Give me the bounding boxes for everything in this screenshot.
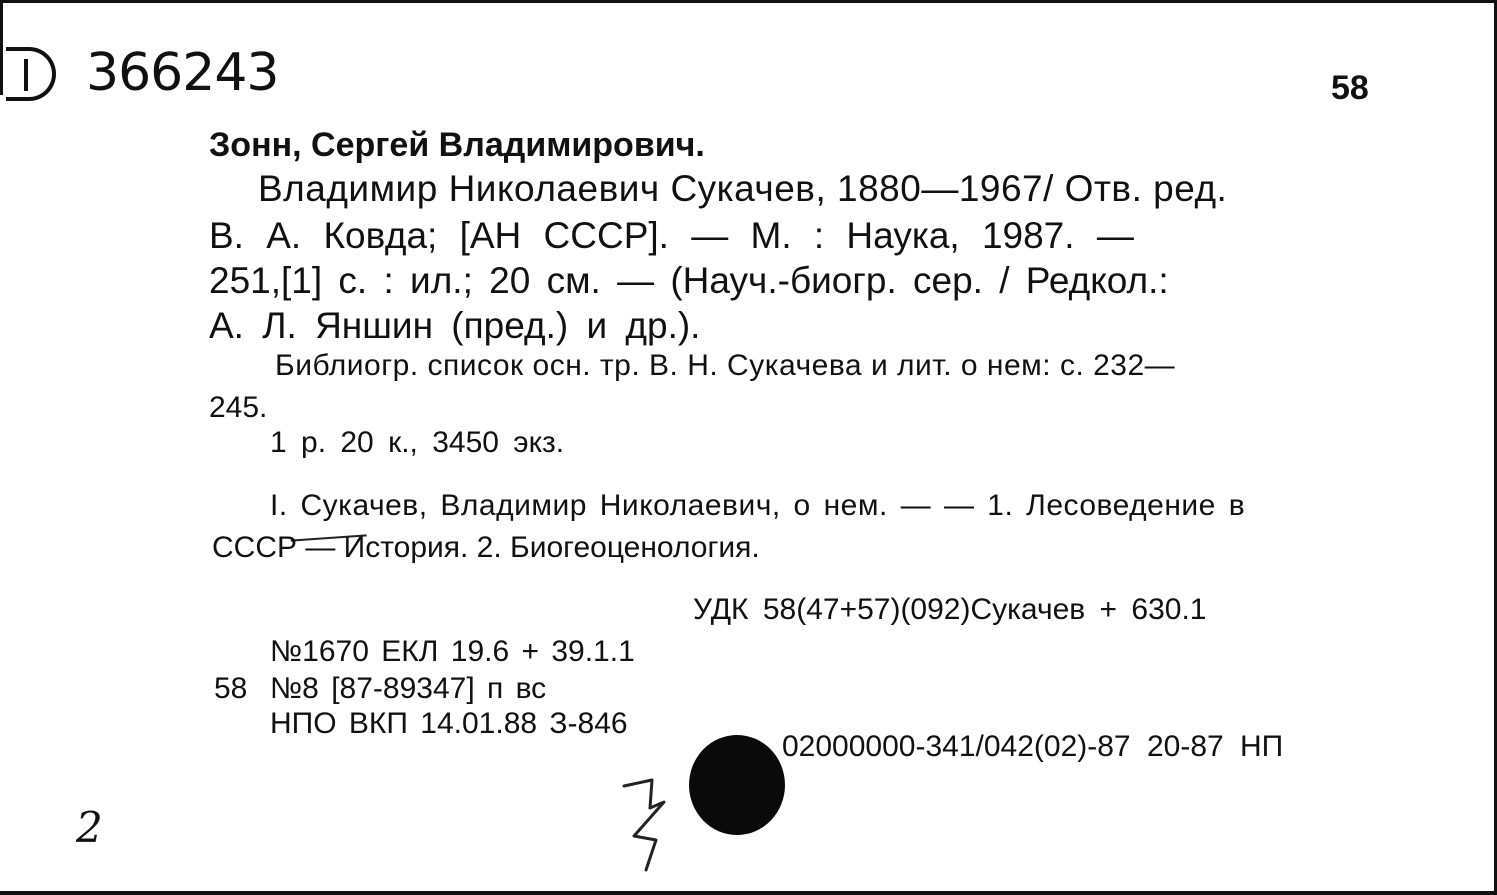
top-right-number: 58 [1331,69,1369,107]
subjects-line-2: СССР — История. 2. Биогеоценология. [212,531,760,564]
title-line-3: 251,[1] с. : ил.; 20 см. — (Науч.-биогр. сер. / Редкол.: [209,260,1169,301]
handwritten-number: 2 [76,803,103,852]
code-line: 02000000-341/042(02)-87 20-87 НП [782,730,1284,763]
bibliography-line-2: 245. [209,391,268,424]
price-line: 1 р. 20 к., 3450 экз. [270,426,565,459]
udk-line: УДК 58(47+57)(092)Сукачев + 630.1 [693,593,1207,626]
record-line-1: №1670 ЕКЛ 19.6 + 39.1.1 [270,635,635,668]
catalog-number: 366243 [86,43,279,103]
author-heading: Зонн, Сергей Владимирович. [209,126,705,164]
subjects-line-1: I. Сукачев, Владимир Николаевич, о нем. — — 1. Лесоведение в [270,489,1246,522]
handwritten-seven-mark [620,778,668,873]
bibliography-line-1: Библиогр. список осн. тр. В. Н. Сукачева и лит. о нем: с. 232— [275,349,1176,382]
punched-hole [689,735,785,835]
title-line-1: Владимир Николаевич Сукачев, 1880—1967/ Отв. ред. [258,168,1228,209]
stamp-d-mark [6,47,56,101]
title-line-2: В. А. Ковда; [АН СССР]. — М. : Наука, 1987. — [209,215,1134,256]
record-line-3: НПО ВКП 14.01.88 З-846 [270,707,628,740]
record-line-2: №8 [87-89347] п вс [270,672,547,705]
left-number: 58 [214,672,248,705]
title-line-4: А. Л. Яншин (пред.) и др.). [209,305,701,346]
card-bottom-edge [0,891,1497,895]
stamp-d-stem [24,59,28,91]
card-left-edge [0,3,3,95]
